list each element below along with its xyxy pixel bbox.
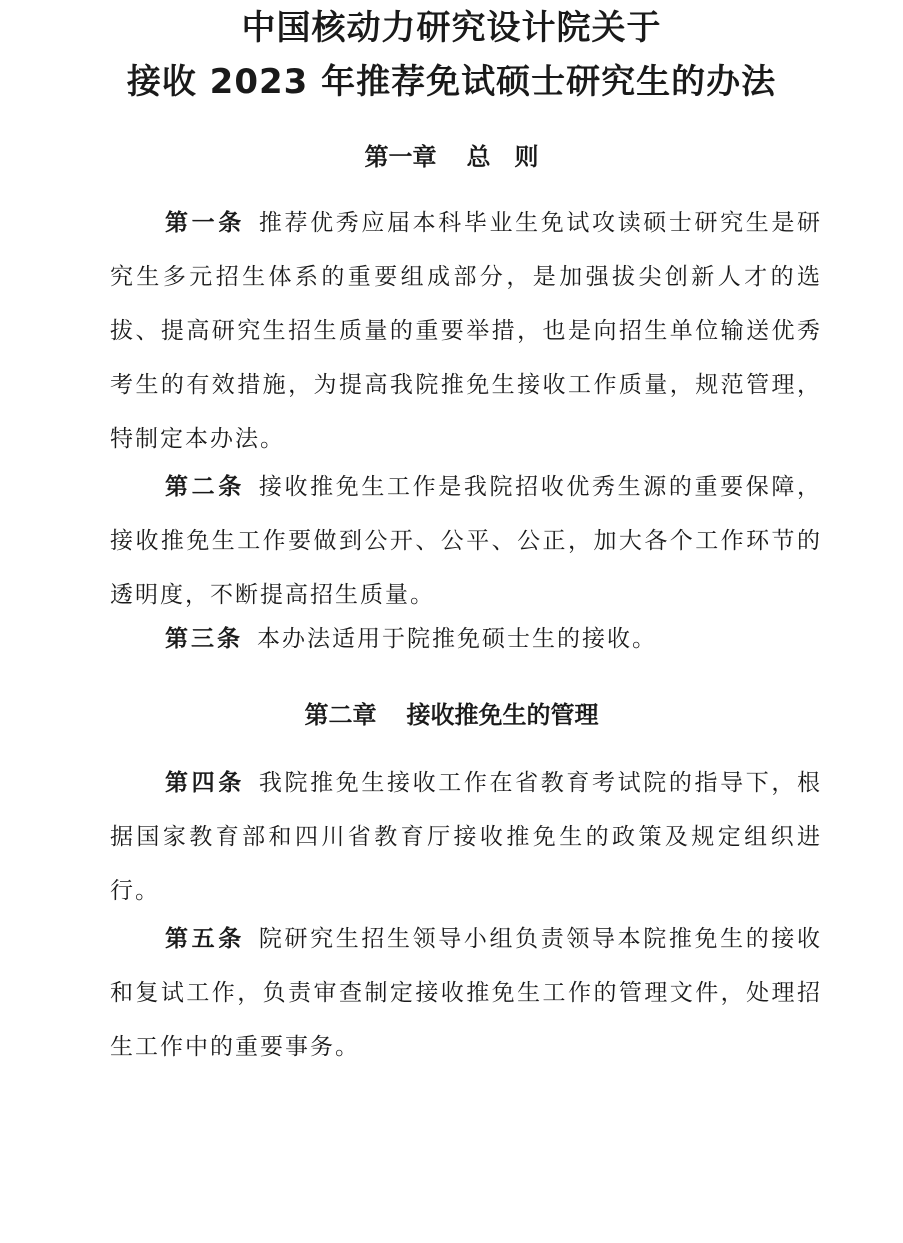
document-title-line-1: 中国核动力研究设计院关于 bbox=[241, 8, 662, 48]
article-3 bbox=[110, 612, 822, 666]
article-text: 我院推免生接收工作在省教育考试院的指导下，根据国家教育部和四川省教育厅接收推免生的政策及规定组织进行。 bbox=[110, 770, 822, 904]
chapter-heading-1 bbox=[0, 142, 903, 172]
article-text: 接收推免生工作是我院招收优秀生源的重要保障，接收推免生工作要做到公开、公平、公正，加大各个工作环节的透明度，不断提高招生质量。 bbox=[110, 474, 822, 608]
document-title-line-2: 接收 2023 年推荐免试硕士研究生的办法 bbox=[126, 62, 777, 102]
article-label: 第一条 bbox=[165, 209, 245, 236]
article-label: 第四条 bbox=[165, 769, 245, 796]
chapter-heading-2 bbox=[0, 700, 903, 730]
article-text: 本办法适用于院推免硕士生的接收。 bbox=[257, 626, 657, 652]
article-label: 第三条 bbox=[165, 625, 243, 652]
chapter-number: 第二章 bbox=[304, 701, 377, 729]
article-4 bbox=[110, 756, 822, 918]
article-5 bbox=[110, 912, 822, 1074]
article-1 bbox=[110, 196, 822, 466]
chapter-name: 接收推免生的管理 bbox=[406, 701, 599, 729]
chapter-number: 第一章 bbox=[364, 143, 437, 171]
article-text: 院研究生招生领导小组负责领导本院推免生的接收和复试工作，负责审查制定接收推免生工作的管理文件，处理招生工作中的重要事务。 bbox=[110, 926, 822, 1060]
article-2 bbox=[110, 460, 822, 622]
article-text: 推荐优秀应届本科毕业生免试攻读硕士研究生是研究生多元招生体系的重要组成部分，是加强拔尖创新人才的选拔、提高研究生招生质量的重要举措，也是向招生单位输送优秀考生的有效措施，为提高我院推免生接收工作质量，规范管理，特制定本办法。 bbox=[110, 210, 822, 452]
article-label: 第二条 bbox=[165, 473, 245, 500]
chapter-name: 总 则 bbox=[466, 143, 539, 171]
article-label: 第五条 bbox=[165, 925, 245, 952]
